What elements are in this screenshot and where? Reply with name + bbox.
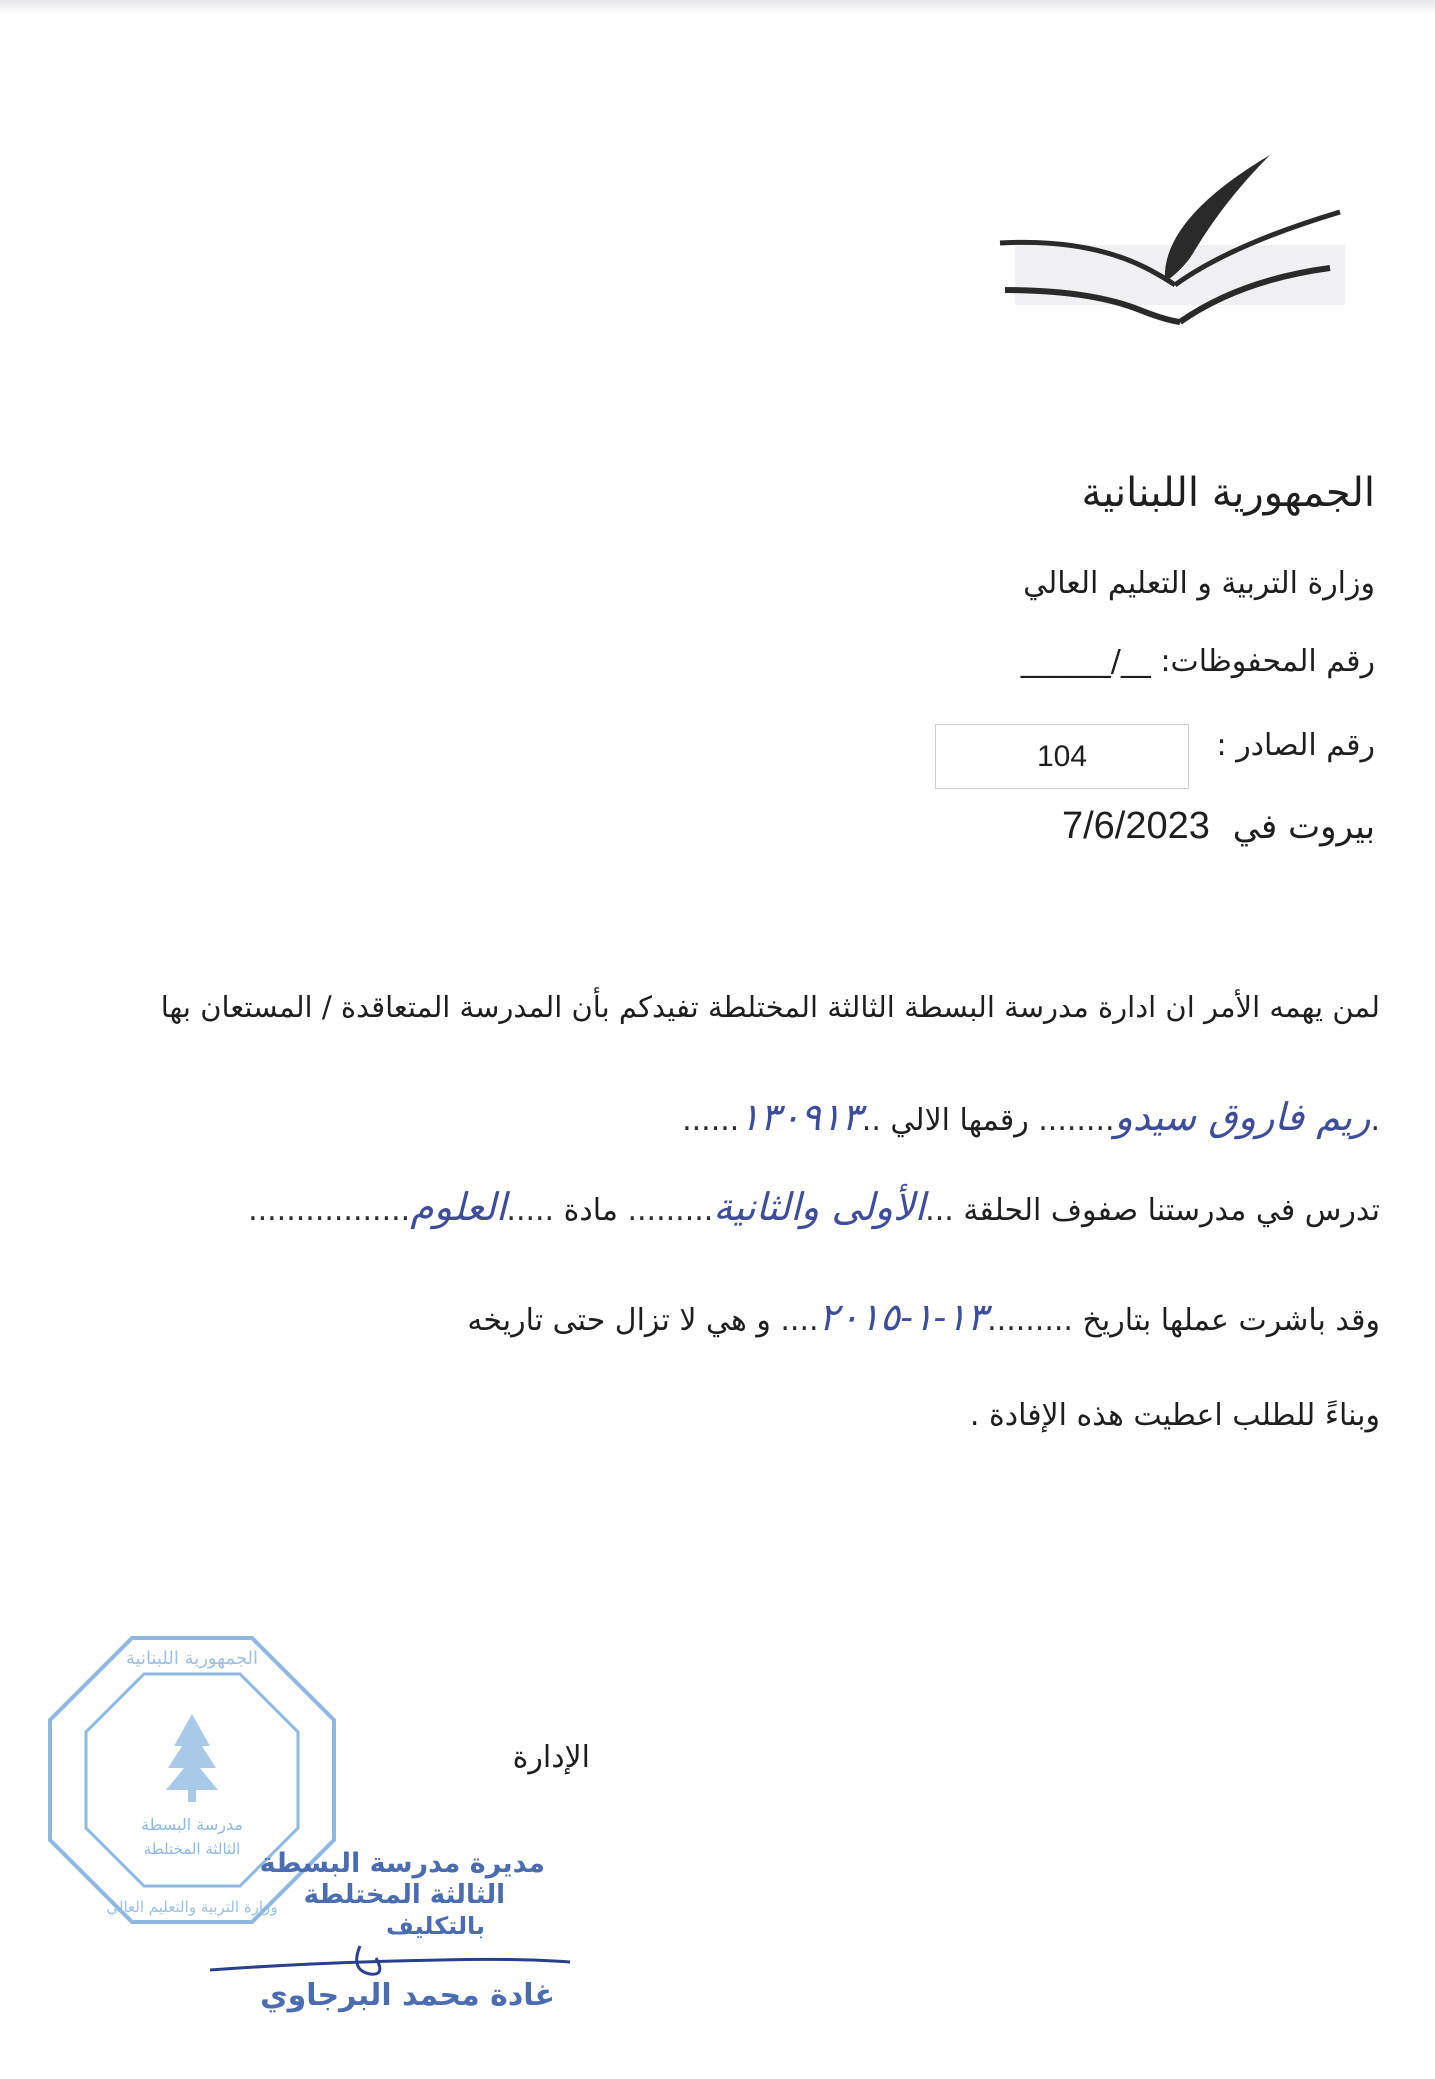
archive-number-value: ______/__ [1020, 644, 1151, 679]
body-line-4: وقد باشرت عملها بتاريخ .........١٣-١-٢٠١٥.... و هي لا تزال حتى تاريخه [467, 1295, 1380, 1339]
administration-label: الإدارة [512, 1740, 590, 1775]
school-stamp-seal [42, 1630, 342, 1930]
seal-outer-text-2: وزارة التربية والتعليم العالي [106, 1898, 278, 1916]
letter-date: 7/6/2023 [1061, 805, 1210, 847]
cycle-value: الأولى والثانية [713, 1185, 926, 1229]
signature-line-1: مديرة مدرسة البسطة [259, 1848, 545, 1879]
body-line-1: لمن يهمه الأمر ان ادارة مدرسة البسطة الثالثة المختلطة تفيدكم بأن المدرسة المتعاقدة / المستعان بها [160, 990, 1380, 1024]
ministry-name: وزارة التربية و التعليم العالي [1023, 566, 1375, 601]
start-date: ١٣-١-٢٠١٥ [818, 1295, 988, 1339]
start-suffix: و هي لا تزال حتى تاريخه [467, 1303, 771, 1338]
teacher-name: ريم فاروق سيدو [1114, 1095, 1371, 1139]
body-line-3: تدرس في مدرستنا صفوف الحلقة ...الأولى والثانية......... مادة .....العلوم................. [248, 1185, 1380, 1229]
number-label: رقمها الالي [890, 1103, 1029, 1138]
teach-prefix: تدرس في مدرستنا صفوف الحلقة [963, 1193, 1380, 1228]
body-line-2: .ريم فاروق سيدو........ رقمها الالي ..١٣٠٩١٣...... [682, 1095, 1380, 1139]
scan-top-edge [0, 0, 1435, 14]
archive-number-row [1021, 644, 1375, 679]
outgoing-number-field: 104 [935, 724, 1189, 789]
subject-value: العلوم [410, 1185, 507, 1229]
start-prefix: وقد باشرت عملها بتاريخ [1082, 1303, 1380, 1338]
seal-outer-text: الجمهورية اللبنانية [125, 1648, 259, 1669]
closing-line: وبناءً للطلب اعطيت هذه الإفادة . [969, 1398, 1380, 1433]
signature-line-2: الثالثة المختلطة [303, 1880, 505, 1910]
place-date-row [1062, 805, 1375, 848]
signatory-name: غادة محمد البرجاوي [260, 1978, 555, 2013]
signature-line-3: بالتكليف [386, 1912, 485, 1940]
outgoing-number-label: رقم الصادر : [1216, 728, 1375, 763]
cedar-icon [166, 1714, 218, 1790]
teacher-number: ١٣٠٩١٣ [739, 1095, 862, 1139]
seal-center-line-1: مدرسة البسطة [141, 1815, 243, 1834]
place-label: بيروت في [1232, 807, 1375, 847]
country-title: الجمهورية اللبنانية [1081, 470, 1375, 516]
subject-label: مادة [563, 1193, 618, 1228]
seal-center-line-2: الثالثة المختلطة [143, 1840, 241, 1858]
archive-number-label: رقم المحفوظات: [1160, 644, 1375, 679]
ministry-logo-icon [990, 150, 1360, 340]
